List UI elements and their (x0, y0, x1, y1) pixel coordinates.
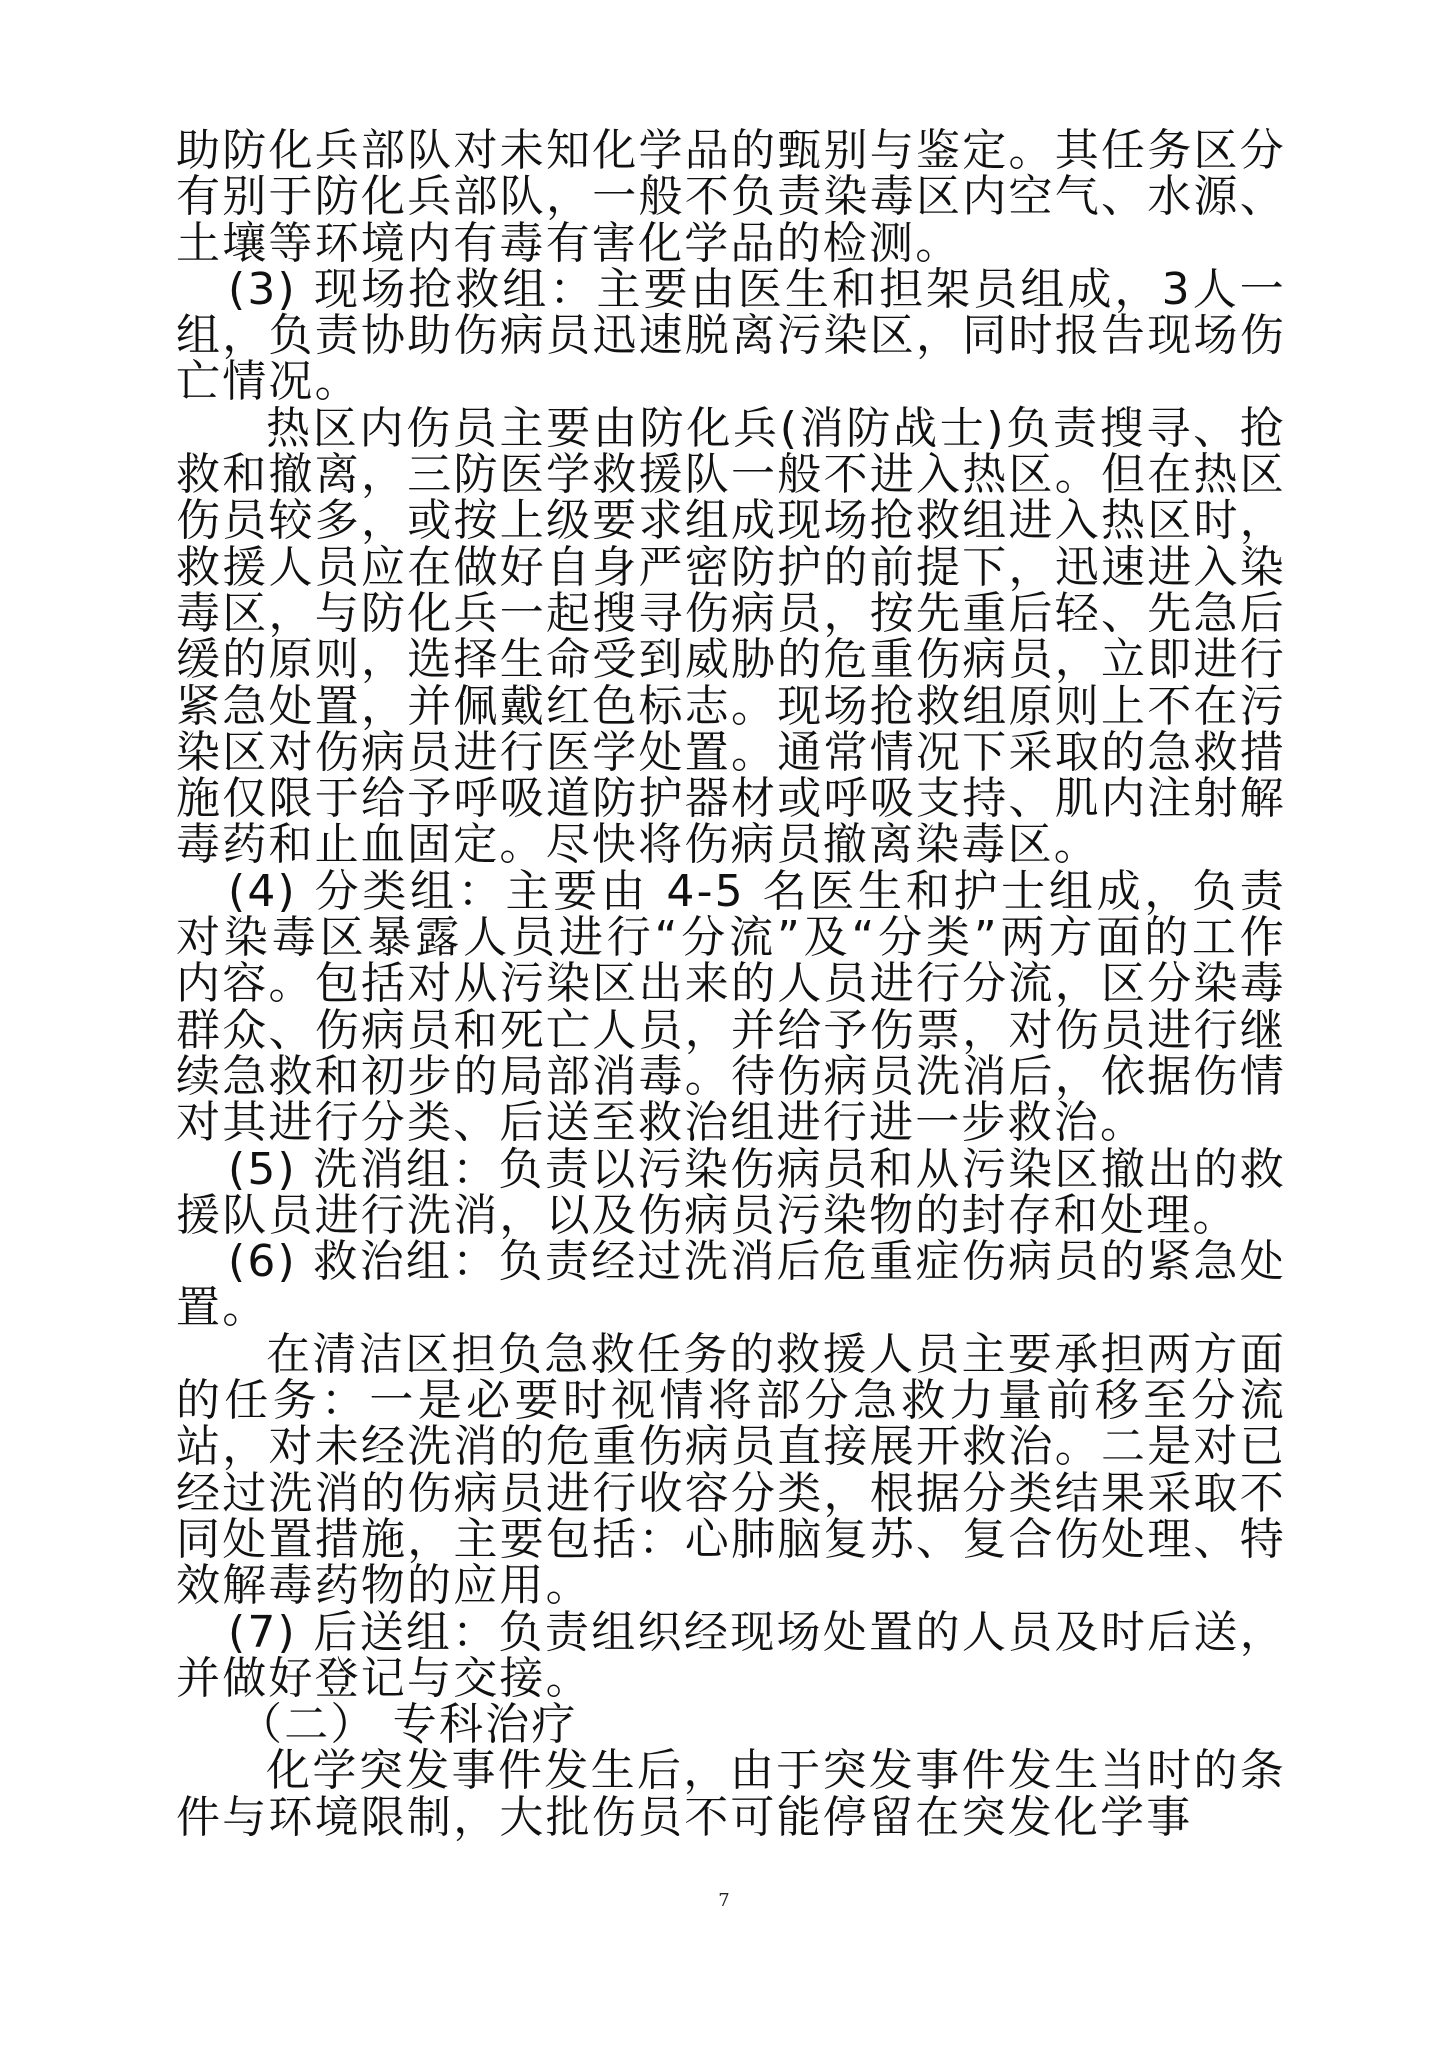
paragraph-continuation: 助防化兵部队对未知化学品的甄别与鉴定。其任务区分有别于防化兵部队，一般不负责染毒区内空气、水源、土壤等环境内有毒有害化学品的检测。 (176, 125, 1286, 269)
page-number: 7 (718, 1890, 730, 1911)
section-heading: （二） 专科治疗 (238, 1699, 578, 1751)
paragraph-item-3: (3) 现场抢救组：主要由医生和担架员组成，3人一组，负责协助伤病员迅速脱离污染区，同时报告现场伤亡情况。 (176, 263, 1286, 408)
paragraph-item-7: (7) 后送组：负责组织经现场处置的人员及时后送，并做好登记与交接。 (176, 1606, 1286, 1704)
paragraph-item-5: (5) 洗消组：负责以污染伤病员和从污染区撤出的救援队员进行洗消，以及伤病员污染物的封存和处理。 (176, 1143, 1286, 1241)
paragraph-clean-zone: 在清洁区担负急救任务的救援人员主要承担两方面的任务：一是必要时视情将部分急救力量前移至分流站，对未经洗消的危重伤病员直接展开救治。二是对已经过洗消的伤病员进行收容分类，根据分类结果采取不同处置措施，主要包括：心肺脑复苏、复合伤处理、特效解毒药物的应用。 (176, 1328, 1286, 1612)
paragraph-specialist-treatment: 化学突发事件发生后，由于突发事件发生当时的条件与环境限制，大批伤员不可能停留在突发化学事 (176, 1745, 1286, 1843)
paragraph-item-4: (4) 分类组：主要由 4-5 名医生和护士组成，负责对染毒区暴露人员进行“分流”及“分类”两方面的工作内容。包括对从污染区出来的人员进行分流，区分染毒群众、伤病员和死亡人员，并给予伤票，对伤员进行继续急救和初步的局部消毒。待伤病员洗消后，依据伤情对其进行分类、后送至救治组进行进一步救治。 (176, 865, 1286, 1149)
paragraph-item-6: (6) 救治组：负责经过洗消后危重症伤病员的紧急处置。 (176, 1236, 1286, 1334)
document-body (176, 125, 1286, 1843)
paragraph-hot-zone: 热区内伤员主要由防化兵(消防战士)负责搜寻、抢救和撤离，三防医学救援队一般不进入热区。但在热区伤员较多，或按上级要求组成现场抢救组进入热区时，救援人员应在做好自身严密防护的前提下，迅速进入染毒区，与防化兵一起搜寻伤病员，按先重后轻、先急后缓的原则，选择生命受到威胁的危重伤病员，立即进行紧急处置，并佩戴红色标志。现场抢救组原则上不在污染区对伤病员进行医学处置。通常情况下采取的急救措施仅限于给予呼吸道防护器材或呼吸支持、肌内注射解毒药和止血固定。尽快将伤病员撤离染毒区。 (176, 402, 1286, 871)
